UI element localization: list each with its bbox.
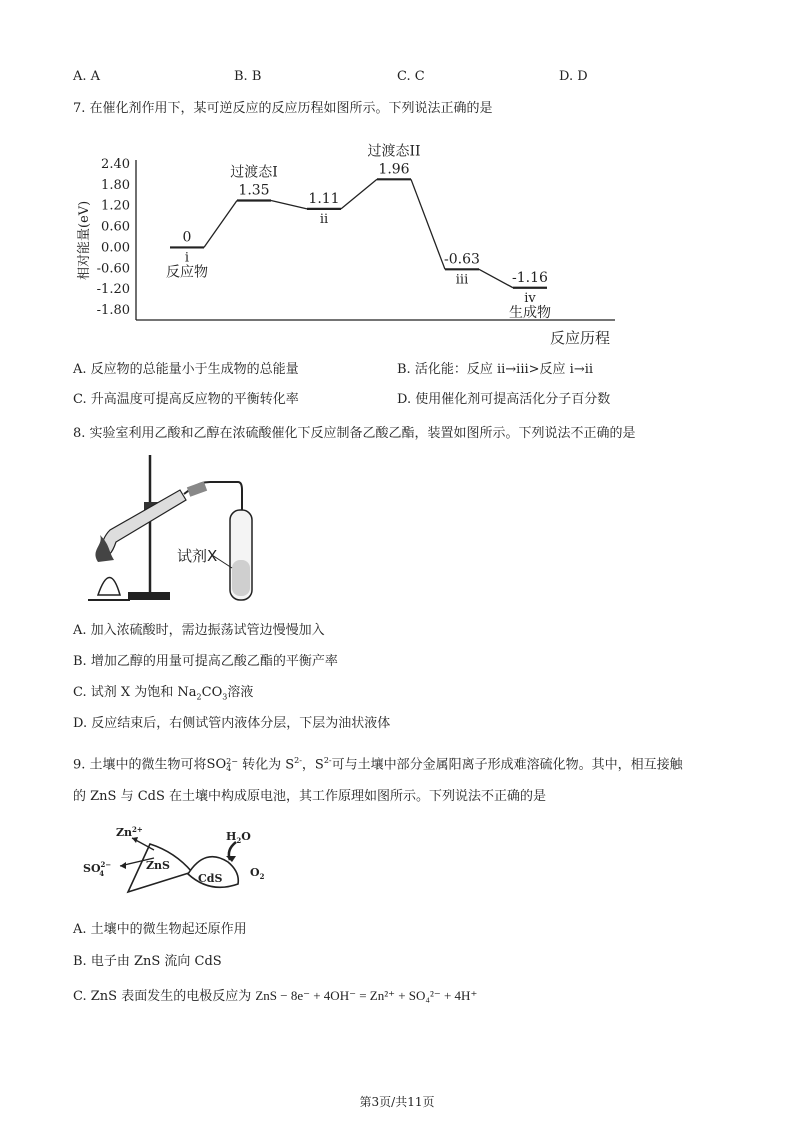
reagent-x-label: 试剂X [177,547,218,565]
q7-option-a: A. 反应物的总能量小于生成物的总能量 [73,362,299,377]
q9-stem-line1: 9. 土壤中的微生物可将SO2− 4 转化为 $S^{2-}$，$S^{2-}$可与土壤中部分金属阳离子形成难溶硫化物。其中，相互接触 [73,756,683,773]
q8-option-a: A. 加入浓硫酸时，需边振荡试管边慢慢加入 [73,623,325,638]
state-name-label: iv [524,290,536,306]
profile-connector [271,201,307,209]
svg-text:O2: $O_2$ [250,866,265,881]
y-tick-label: 1.80 [101,177,130,193]
q8-option-b: B. 增加乙醇的用量可提高乙酸乙酯的平衡产率 [73,654,338,669]
q8-stem: 8. 实验室利用乙酸和乙醇在浓硫酸催化下反应制备乙酸乙酯，装置如图所示。下列说法不正确的是 [73,426,636,441]
y-tick-label: 0.00 [101,240,130,256]
q8-option-d: D. 反应结束后，右侧试管内液体分层，下层为油状液体 [73,716,391,731]
profile-connector [341,179,377,209]
svg-text:SO2−4: $SO^{2-}$ 4 [83,860,112,878]
y-tick-label: -1.80 [96,303,130,318]
svg-text:H2O: $H_2O$ [226,830,251,845]
profile-connector [479,269,513,287]
y-tick-label: -0.60 [96,261,130,277]
energy-profile-chart [70,140,630,350]
q6-option-d: D. D [559,69,588,84]
profile-connector [411,179,445,269]
y-tick-label: 0.60 [101,219,130,235]
svg-text:Zn2+: $Zn^{2+}$ [116,825,143,839]
profile-connector [204,201,237,248]
q7-stem: 7. 在催化剂作用下，某可逆反应的反应历程如图所示。下列说法正确的是 [73,101,493,116]
q7-option-d: D. 使用催化剂可提高活化分子百分数 [397,392,611,407]
q6-option-a: A. A [73,69,101,84]
energy-value-label: 1.11 [308,190,340,207]
state-desc-label: 反应物 [166,264,208,281]
q9-option-b: B. 电子由 ZnS 流向 CdS [73,954,222,969]
y-tick-label: 2.40 [101,157,130,172]
y-tick-label: 1.20 [101,198,130,214]
y-axis-label: 相对能量(eV) [77,200,92,280]
q9-stem-line2: 的 ZnS 与 CdS 在土壤中构成原电池，其工作原理如图所示。下列说法不正确的是 [73,789,547,804]
q9-option-a: A. 土壤中的微生物起还原作用 [73,922,247,937]
q6-option-c: C. C [397,69,425,84]
svg-text:CdS: CdS [198,872,223,885]
q9-option-c: C. ZnS 表面发生的电极反应为 ZnS − 8e⁻ + 4OH⁻ = Zn²⁺ + SO₄²⁻ + 4H⁺ [73,988,478,1004]
energy-value-label: -0.63 [444,251,480,268]
ester-apparatus-diagram [80,450,260,610]
stand-base [128,592,170,600]
page-footer: 第3页/共11页 [359,1095,435,1109]
state-name-label: ii [319,211,329,227]
energy-value-label: -1.16 [512,269,548,286]
state-name-label: iii [455,272,469,288]
state-name-label: i [184,250,190,266]
state-desc-label: 过渡态I [230,164,278,181]
reaction-tube [102,490,186,556]
energy-value-label: 0 [182,229,192,246]
y-tick-label: -1.20 [96,282,130,298]
q7-option-c: C. 升高温度可提高反应物的平衡转化率 [73,392,299,407]
q7-option-b: B. 活化能：反应 ii→iii>反应 i→ii [397,362,594,377]
galvanic-cell-diagram [80,822,280,902]
x-axis-label: 反应历程 [550,329,611,347]
state-desc-label: 过渡态II [367,143,421,160]
energy-value-label: 1.35 [238,182,270,199]
q8-option-c: C. 试剂 X 为饱和 $Na_2CO_3$溶液 [73,685,254,702]
svg-text:ZnS: ZnS [146,859,170,872]
energy-value-label: 1.96 [378,161,410,178]
q6-option-b: B. B [234,69,262,84]
state-desc-label: 生成物 [509,304,551,321]
